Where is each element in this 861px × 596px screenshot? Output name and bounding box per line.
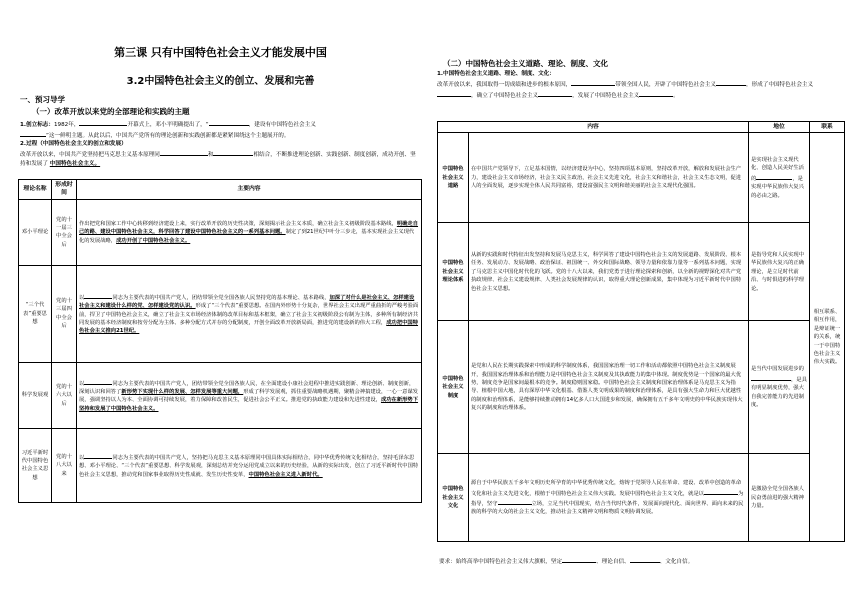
theory-table [18, 179, 422, 503]
aspect-content [469, 454, 749, 542]
text: 、理论自信、 [596, 559, 630, 565]
text: 相结合，不断推进理论创新、实践创新、制度创新，成功开创、坚持和发展了 [20, 151, 416, 167]
text: 建设有中国特色社会主义 [254, 122, 316, 128]
text-emphasis: 新形势下实现什么样的发展、怎样发展等重大问题， [121, 388, 244, 395]
table-row [19, 428, 422, 502]
blank[interactable] [751, 374, 791, 381]
text-emphasis: 明确走自己的路、建设中国特色社会主义，科学回答了建设中国特色社会主义的一系列基本问题。 [79, 220, 419, 236]
text: 以 [79, 294, 85, 301]
theory-time: 党的十八大以来 [52, 428, 77, 502]
text-emphasis: 成功开创了中国特色社会主义。 [116, 237, 191, 244]
text: ，发展了中国特色社会主义 [572, 92, 640, 99]
header-content: 主要内容 [77, 180, 422, 200]
text-emphasis: 成功在新形势下坚持和发展了中国特色社会主义。 [79, 397, 419, 412]
aspect-name: 中国特色社会主义道路 [438, 133, 469, 223]
theory-content [77, 428, 422, 502]
aspect-status [749, 133, 810, 223]
text: 改革开放以来，我国取得一切成绩和进步的根本原因， [437, 81, 572, 88]
text: 同志为主要代表的中国共产党人，团结带领全党全国各族人民，在全面建设小康社会进程中推进实践创新、理论创新、制度创新，深刻认识和回答了 [79, 380, 415, 395]
aspect-content: 是党和人民在长期实践探索中形成的科学制度体系，我国国家治理一切工作和活动都依照中国特色社会主义制度展开，我国国家治理体系和治理能力是中国特色社会主义制度及其执政能力的集中体现。制度优势是一个国家的最大优势，制度竞争是国家间最根本的竞争。制度稳则国家稳。中国特色社会主义制度和国家治理体系是马克思主义为指导、植根中国大地，具有深厚中华文化根基、借鉴人类文明成果的制度和治理体系，是具有强大生命力和巨大优越性的制度和治理体系，是能够持续推动拥有14亿多人口大国进步和发展，确保拥有五千多年文明史的中华民族实现伟大复兴的制度和治理体系。 [469, 321, 749, 454]
blank[interactable] [639, 90, 673, 97]
text: 1982年， [54, 122, 80, 128]
table-row [19, 265, 422, 362]
heading-preview: 一、预习导学 [20, 95, 65, 104]
blank[interactable] [84, 292, 112, 299]
label: 1.中国特色社会主义道路、理论、制度、文化： [437, 71, 555, 77]
theory-time: 党的十三届四中全会后 [52, 265, 77, 362]
theory-time: 党的十六大以后 [52, 362, 77, 428]
text-emphasis: 加深了对什么是社会主义、怎样建设社会主义和建设什么样的党、怎样建设党的认识。 [79, 294, 415, 310]
heading-four-aspects: （二）中国特色社会主义道路、理论、制度、文化 [443, 59, 608, 68]
aspect-link: 相互联系、相互作用，是辩证统一的关系，统一于中国特色社会主义伟大实践。 [810, 133, 845, 542]
blank[interactable] [84, 452, 112, 459]
header-status: 地位 [749, 122, 810, 133]
text: ，形成了中国特色社会主义 [745, 81, 814, 88]
text: 同志为主要代表的中国共产党人，团结带领全党全国各族人民坚持党的基本理论、基本路线， [112, 294, 330, 301]
text: 要求：始终高举中国特色社会主义伟大旗帜，坚定 [439, 559, 563, 565]
text: 改革开放以来，中国共产党坚持把马克思主义基本原理同 [20, 151, 160, 158]
text: 同志为主要代表的中国共产党人，坚持把马克思主义基本原理同中国具体实际相结合，同中华优秀传统文化相结合，坚持毛泽东思想、邓小平理论、“三个代表”重要思想、科学发展观，深刻总结并充分运用党成立以来的历史经验，从新的实际出发，创立了习近平新时代中国特色社会主义思想，推动党和国家事业取得历史性成就、发生历史性变革， [79, 454, 419, 478]
header-theory-name: 理论名称 [19, 180, 52, 200]
text: ，确立了中国特色社会主义 [471, 92, 539, 99]
text-emphasis: 成功把中国特色社会主义推向21世纪。 [79, 320, 419, 335]
footer-requirement [439, 556, 843, 567]
paragraph-founding: 1.创立标志：1982年， 开幕式上，邓小平明确提出了，“ ，建设有中国特色社会主义 ”这一鲜明主题。从此以后，中国共产党所有的理论创新和实践创新都是紧紧围绕这个主题展开的。 [20, 119, 420, 141]
table-row [19, 362, 422, 428]
paragraph-process [20, 140, 420, 168]
theory-name: 习近平新时代中国特色社会主义思想 [19, 428, 52, 502]
text: 、文化自信。 [659, 559, 694, 565]
table-row [438, 133, 845, 223]
blank[interactable] [716, 79, 746, 86]
theory-content [77, 265, 422, 362]
aspect-status: 是激励全党全国各族人民奋勇前进的强大精神力量。 [749, 454, 810, 542]
text: 源自于中华民族五千多年文明历史所孕育的中华优秀传统文化，熔铸于党领导人民在革命、建设、改革中创造的革命文化和社会主义先进文化，根植于中国特色社会主义伟大实践。发展中国特色社会主义文化，就是以 [471, 480, 742, 497]
theory-name: 邓小平理论 [19, 199, 52, 265]
blank[interactable] [630, 556, 660, 563]
theory-name: 科学发展观 [19, 362, 52, 428]
text: 制定了到21世纪中叶分三步走，基本实现社会主义现代化的发展战略， [79, 229, 415, 244]
blank[interactable] [571, 79, 615, 86]
text: 。 [673, 92, 679, 99]
text: 以 [79, 454, 85, 461]
aspect-status [749, 321, 810, 454]
label: 2.过程（中国特色社会主义的创立和发展） [20, 141, 127, 147]
blank[interactable] [209, 119, 249, 126]
aspect-name: 中国特色社会主义文化 [438, 454, 469, 542]
section-title: 3.2中国特色社会主义的创立、发展和完善 [126, 76, 315, 87]
theory-content [77, 362, 422, 428]
text: 是实现社会主义现代化、创造人民美好生活的 [751, 156, 804, 182]
blank[interactable] [498, 498, 532, 505]
text-emphasis: 中国特色社会主义进入新时代。 [248, 471, 323, 478]
theory-content [77, 199, 422, 265]
table-row [438, 321, 845, 454]
blank[interactable] [20, 130, 46, 137]
text: 为指导，坚守 [471, 490, 744, 507]
text: 立场，立足当代中国现实，结合当代时代条件，发展面向现代化、面向世界、面向未来的民族的科学的大众的社会主义文化，推动社会主义精神文明和物质文明协调发展。 [471, 500, 744, 516]
aspect-content: 从新的实践和时代特征出发坚持和发展马克思主义，科学回答了建设中国特色社会主义的发展道路、发展阶段、根本任务、发展动力、发展战略、政治保证、祖国统一、外交和国际战略、领导力量和依靠力量等一系列基本问题，实现了马克思主义中国化时代化的飞跃。党的十八大以来，我们党勇于进行理论探索和创新，以全新的视野深化对共产党执政规律、社会主义建设规律、人类社会发展规律的认识，取得重大理论创新成果，集中体现为习近平新时代中国特色社会主义思想。 [469, 223, 749, 321]
table-row [19, 199, 422, 265]
aspect-name: 中国特色社会主义制度 [438, 321, 469, 454]
aspect-name: 中国特色社会主义理论体系 [438, 223, 469, 321]
text: 开幕式上，邓小平明确提出了， [127, 122, 206, 128]
text: ，是具有明显制度优势，强大自我完善能力的先进制度。 [751, 376, 807, 409]
aspects-table [437, 121, 845, 542]
theory-time: 党的十一届三中全会后 [52, 199, 77, 265]
aspect-content: 在中国共产党领导下，立足基本国情，以经济建设为中心，坚持四项基本原则，坚持改革开放，解放和发展社会生产力，建设社会主义市场经济，社会主义民主政治，社会主义先进文化，社会主义和谐社会，社会主义生态文明，促进人的全面发展，逐步实现全体人民共同富裕，建设富强民主文明和谐美丽的社会主义现代化强国。 [469, 133, 749, 223]
table-row [438, 223, 845, 321]
blank[interactable] [562, 556, 596, 563]
heading-theme: （一）改革开放以来党的全部理论和实践的主题 [32, 107, 190, 116]
paragraph-four-aspects [437, 70, 845, 100]
theory-name: “三个代表”重要思想 [19, 265, 52, 362]
header-time: 形成时间 [52, 180, 77, 200]
text: 形成了科学发展观，抓住重要战略机遇期，聚精会神搞建设，一心一意谋发展，强调坚持以人为本、全面协调可持续发展，着力保障和改善民生，促进社会公平正义。推进党的执政能力建设和先进性建设， [79, 388, 419, 404]
label: 1.创立标志： [20, 122, 54, 128]
blank[interactable] [704, 488, 738, 495]
table-row [438, 454, 845, 542]
text-emphasis: 中国特色社会主义。 [49, 160, 101, 167]
text: 形成了“三个代表”重要思想。在国内外形势十分复杂，世界社会主义出现严重曲折的严峻考验面前，捍卫了中国特色社会主义，确立了社会主义市场经济体制的改革目标和基本框架，确立了社会主义初级阶段公有制为主体，多种所有制经济共同发展的基本经济制度和按劳分配为主体、多种分配方式并存的分配制度，开创全面改革开放新局面，推进党的建设新的伟大工程， [79, 303, 419, 327]
text: 是当代中国发展进步的 [751, 366, 804, 373]
text: 带领全国人民，开辟了中国特色社会主义 [615, 81, 716, 88]
blank[interactable] [84, 378, 112, 385]
blank[interactable] [213, 149, 253, 156]
text: 作出把党和国家工作中心转移到经济建设上来，实行改革开放的历史性决策，深刻揭示社会主义本质，确立社会主义初级阶段基本路线， [79, 220, 397, 227]
lesson-title: 第三课 只有中国特色社会主义才能发展中国 [114, 46, 327, 59]
header-link: 联系 [810, 122, 845, 133]
blank[interactable] [756, 173, 792, 180]
blank[interactable] [79, 119, 127, 126]
text: 和 [207, 151, 214, 158]
blank[interactable] [437, 90, 471, 97]
header-content: 内容 [438, 122, 749, 133]
blank[interactable] [160, 149, 208, 156]
text: 以 [79, 380, 85, 387]
text: ，是实现中华民族伟大复兴的必由之路。 [751, 175, 804, 199]
blank[interactable] [538, 90, 572, 97]
aspect-status: 是指导党和人民实现中华民族伟大复兴的正确理论，是立足时代前沿、与时俱进的科学理论。 [749, 223, 810, 321]
text: ”这一鲜明主题。从此以后，中国共产党所有的理论创新和实践创新都是紧紧围绕这个主题展开的。 [46, 132, 290, 139]
